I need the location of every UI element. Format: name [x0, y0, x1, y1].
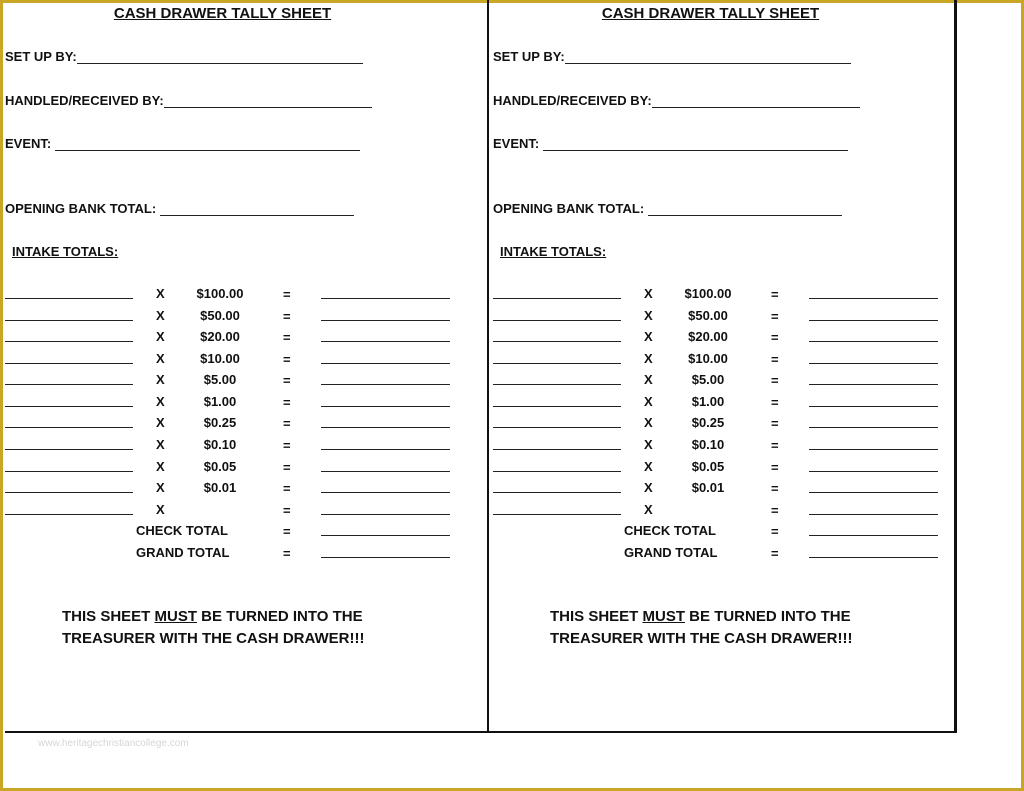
- denomination-row: [488, 307, 958, 327]
- denomination-row: [0, 328, 470, 348]
- denomination-row: [488, 414, 958, 434]
- check-total-row: [488, 522, 958, 542]
- notice-part1: THIS SHEET: [62, 608, 155, 625]
- amount-line[interactable]: [321, 363, 450, 364]
- amount-line[interactable]: [321, 492, 450, 493]
- setup-field: [5, 49, 363, 64]
- count-line[interactable]: [5, 406, 133, 407]
- denomination-row: [488, 458, 958, 478]
- count-line[interactable]: [5, 514, 133, 515]
- intake-heading: INTAKE TOTALS:: [500, 244, 607, 259]
- notice-line-2: TREASURER WITH THE CASH DRAWER!!!: [62, 630, 365, 647]
- opening-field: [493, 201, 842, 216]
- multiply-sign: X: [644, 502, 653, 517]
- denomination-row: [488, 285, 958, 305]
- multiply-sign: X: [644, 394, 653, 409]
- denomination-value: $5.00: [691, 372, 725, 387]
- equals-sign: =: [283, 503, 291, 518]
- denomination-row: [0, 414, 470, 434]
- handled-field: [5, 93, 372, 108]
- amount-line[interactable]: [809, 363, 938, 364]
- denomination-row: [0, 371, 470, 391]
- denomination-value: $10.00: [200, 351, 240, 366]
- opening-label: OPENING BANK TOTAL:: [493, 201, 645, 216]
- multiply-sign: X: [156, 502, 165, 517]
- right-tally-sheet: [488, 0, 975, 730]
- equals-sign: =: [283, 438, 291, 453]
- equals-sign: =: [283, 395, 291, 410]
- notice-must: MUST: [642, 608, 686, 625]
- equals-sign: =: [283, 524, 291, 539]
- count-line[interactable]: [493, 492, 621, 493]
- amount-line[interactable]: [809, 492, 938, 493]
- denomination-row: [0, 479, 470, 499]
- multiply-sign: X: [156, 372, 165, 387]
- handled-field: [493, 93, 860, 108]
- check-total-line[interactable]: [809, 535, 938, 536]
- count-line[interactable]: [493, 320, 621, 321]
- opening-line[interactable]: [648, 203, 842, 216]
- multiply-sign: X: [156, 329, 165, 344]
- count-line[interactable]: [493, 298, 621, 299]
- amount-line[interactable]: [809, 471, 938, 472]
- denomination-row: [0, 501, 470, 521]
- amount-line[interactable]: [809, 298, 938, 299]
- equals-sign: =: [283, 309, 291, 324]
- check-total-line[interactable]: [321, 535, 450, 536]
- amount-line[interactable]: [809, 320, 938, 321]
- grand-total-line[interactable]: [809, 557, 938, 558]
- denomination-value: $50.00: [688, 308, 728, 323]
- denomination-row: [0, 285, 470, 305]
- multiply-sign: X: [156, 308, 165, 323]
- handled-label: HANDLED/RECEIVED BY:: [5, 93, 164, 108]
- equals-sign: =: [283, 352, 291, 367]
- amount-line[interactable]: [809, 449, 938, 450]
- multiply-sign: X: [644, 459, 653, 474]
- multiply-sign: X: [644, 480, 653, 495]
- amount-line[interactable]: [809, 341, 938, 342]
- count-line[interactable]: [493, 514, 621, 515]
- multiply-sign: X: [156, 415, 165, 430]
- amount-line[interactable]: [809, 427, 938, 428]
- count-line[interactable]: [493, 449, 621, 450]
- multiply-sign: X: [644, 372, 653, 387]
- denomination-value: $0.05: [691, 459, 725, 474]
- check-total-label: CHECK TOTAL: [136, 523, 228, 538]
- equals-sign: =: [771, 503, 779, 518]
- count-line[interactable]: [5, 384, 133, 385]
- equals-sign: =: [771, 373, 779, 388]
- multiply-sign: X: [644, 415, 653, 430]
- equals-sign: =: [771, 309, 779, 324]
- denomination-value: $50.00: [200, 308, 240, 323]
- setup-line[interactable]: [565, 51, 851, 64]
- amount-line[interactable]: [321, 471, 450, 472]
- equals-sign: =: [771, 330, 779, 345]
- denomination-value: $100.00: [684, 286, 732, 301]
- equals-sign: =: [771, 460, 779, 475]
- handled-line[interactable]: [652, 95, 860, 108]
- equals-sign: =: [771, 352, 779, 367]
- multiply-sign: X: [644, 329, 653, 344]
- equals-sign: =: [283, 287, 291, 302]
- count-line[interactable]: [5, 363, 133, 364]
- multiply-sign: X: [644, 351, 653, 366]
- multiply-sign: X: [156, 394, 165, 409]
- intake-heading: INTAKE TOTALS:: [12, 244, 119, 259]
- left-tally-sheet: [0, 0, 487, 730]
- count-line[interactable]: [5, 298, 133, 299]
- notice-must: MUST: [154, 608, 198, 625]
- amount-line[interactable]: [809, 384, 938, 385]
- denomination-row: [0, 436, 470, 456]
- event-line[interactable]: [55, 138, 360, 151]
- denomination-row: [488, 350, 958, 370]
- amount-line[interactable]: [321, 427, 450, 428]
- bottom-border: [5, 731, 957, 733]
- check-total-label: CHECK TOTAL: [624, 523, 716, 538]
- setup-label: SET UP BY:: [493, 49, 565, 64]
- equals-sign: =: [771, 481, 779, 496]
- count-line[interactable]: [493, 384, 621, 385]
- count-line[interactable]: [493, 363, 621, 364]
- amount-line[interactable]: [809, 406, 938, 407]
- equals-sign: =: [771, 287, 779, 302]
- notice-part2: BE TURNED INTO THE: [685, 608, 851, 625]
- denomination-row: [488, 436, 958, 456]
- multiply-sign: X: [156, 351, 165, 366]
- watermark: www.heritagechristiancollege.com: [38, 738, 189, 749]
- event-field: [5, 136, 360, 151]
- multiply-sign: X: [156, 480, 165, 495]
- denomination-value: $20.00: [200, 329, 240, 344]
- denomination-value: $10.00: [688, 351, 728, 366]
- equals-sign: =: [283, 481, 291, 496]
- denomination-value: $0.01: [691, 480, 725, 495]
- sheet-title: CASH DRAWER TALLY SHEET: [113, 5, 332, 22]
- equals-sign: =: [771, 524, 779, 539]
- equals-sign: =: [771, 546, 779, 561]
- amount-line[interactable]: [321, 406, 450, 407]
- count-line[interactable]: [5, 449, 133, 450]
- equals-sign: =: [283, 330, 291, 345]
- count-line[interactable]: [493, 341, 621, 342]
- denomination-row: [0, 350, 470, 370]
- amount-line[interactable]: [809, 514, 938, 515]
- denomination-value: $0.25: [691, 415, 725, 430]
- amount-line[interactable]: [321, 384, 450, 385]
- count-line[interactable]: [5, 492, 133, 493]
- count-line[interactable]: [5, 427, 133, 428]
- notice-line-1: [550, 606, 852, 628]
- event-line[interactable]: [543, 138, 848, 151]
- setup-line[interactable]: [77, 51, 363, 64]
- equals-sign: =: [283, 546, 291, 561]
- grand-total-row: [488, 544, 958, 564]
- amount-line[interactable]: [321, 341, 450, 342]
- count-line[interactable]: [5, 341, 133, 342]
- denomination-value: $100.00: [196, 286, 244, 301]
- grand-total-row: [0, 544, 470, 564]
- equals-sign: =: [771, 438, 779, 453]
- denomination-value: $0.10: [691, 437, 725, 452]
- denomination-row: [488, 371, 958, 391]
- opening-field: [5, 201, 354, 216]
- equals-sign: =: [771, 395, 779, 410]
- multiply-sign: X: [156, 459, 165, 474]
- check-total-row: [0, 522, 470, 542]
- notice: [62, 606, 364, 650]
- multiply-sign: X: [644, 286, 653, 301]
- count-line[interactable]: [5, 320, 133, 321]
- amount-line[interactable]: [321, 320, 450, 321]
- handled-label: HANDLED/RECEIVED BY:: [493, 93, 652, 108]
- sheet-title: CASH DRAWER TALLY SHEET: [601, 5, 820, 22]
- event-label: EVENT:: [493, 136, 540, 151]
- grand-total-label: GRAND TOTAL: [136, 545, 230, 560]
- multiply-sign: X: [156, 437, 165, 452]
- setup-field: [493, 49, 851, 64]
- amount-line[interactable]: [321, 514, 450, 515]
- denomination-value: $0.05: [203, 459, 237, 474]
- denomination-value: $1.00: [691, 394, 725, 409]
- denomination-value: $1.00: [203, 394, 237, 409]
- count-line[interactable]: [493, 427, 621, 428]
- equals-sign: =: [283, 416, 291, 431]
- opening-line[interactable]: [160, 203, 354, 216]
- handled-line[interactable]: [164, 95, 372, 108]
- event-label: EVENT:: [5, 136, 52, 151]
- notice-part2: BE TURNED INTO THE: [197, 608, 363, 625]
- denomination-row: [488, 328, 958, 348]
- denomination-row: [0, 458, 470, 478]
- grand-total-label: GRAND TOTAL: [624, 545, 718, 560]
- denomination-row: [0, 307, 470, 327]
- amount-line[interactable]: [321, 449, 450, 450]
- amount-line[interactable]: [321, 298, 450, 299]
- denomination-value: $0.10: [203, 437, 237, 452]
- count-line[interactable]: [5, 471, 133, 472]
- notice-line-2: TREASURER WITH THE CASH DRAWER!!!: [550, 630, 853, 647]
- denomination-row: [0, 393, 470, 413]
- equals-sign: =: [771, 416, 779, 431]
- event-field: [493, 136, 848, 151]
- equals-sign: =: [283, 373, 291, 388]
- count-line[interactable]: [493, 471, 621, 472]
- multiply-sign: X: [644, 437, 653, 452]
- denomination-row: [488, 479, 958, 499]
- denomination-row: [488, 501, 958, 521]
- denomination-value: $20.00: [688, 329, 728, 344]
- equals-sign: =: [283, 460, 291, 475]
- count-line[interactable]: [493, 406, 621, 407]
- denomination-row: [488, 393, 958, 413]
- setup-label: SET UP BY:: [5, 49, 77, 64]
- denomination-value: $0.25: [203, 415, 237, 430]
- notice: [550, 606, 852, 650]
- multiply-sign: X: [644, 308, 653, 323]
- opening-label: OPENING BANK TOTAL:: [5, 201, 157, 216]
- multiply-sign: X: [156, 286, 165, 301]
- notice-part1: THIS SHEET: [550, 608, 643, 625]
- denomination-value: $5.00: [203, 372, 237, 387]
- denomination-value: $0.01: [203, 480, 237, 495]
- notice-line-1: [62, 606, 364, 628]
- grand-total-line[interactable]: [321, 557, 450, 558]
